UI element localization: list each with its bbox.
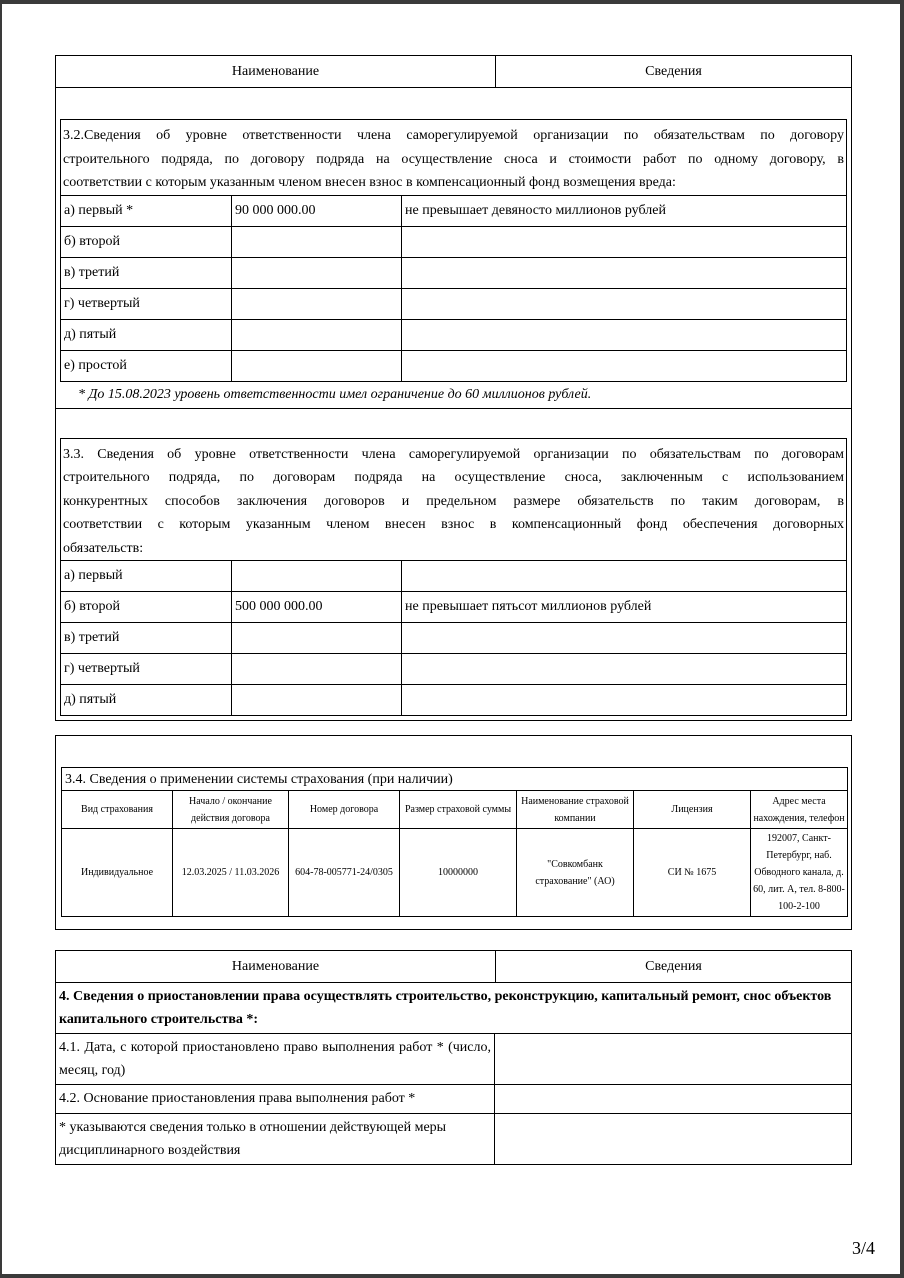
table-row: а) первый bbox=[61, 561, 847, 592]
table-header-2 bbox=[56, 951, 851, 982]
insurance-table bbox=[61, 767, 848, 917]
section-3-3-levels bbox=[60, 560, 847, 716]
table-row: а) первый * 90 000 000.00 не превышает девяносто миллионов рублей bbox=[61, 195, 847, 226]
table-row: б) второй 500 000 000.00 не превышает пятьсот миллионов рублей bbox=[61, 592, 847, 623]
table-header bbox=[56, 56, 851, 87]
document-page bbox=[2, 4, 900, 1274]
table-row: г) четвертый bbox=[61, 654, 847, 685]
table-row: д) пятый bbox=[61, 685, 847, 716]
section-4-1-label: 4.1. Дата, с которой приостановлено право выполнения работ * (число, месяц, год) bbox=[56, 1034, 495, 1085]
table-row: д) пятый bbox=[61, 319, 847, 350]
suspension-table-box bbox=[55, 950, 852, 1165]
liability-table-box bbox=[55, 55, 852, 721]
section-3-2-note: * До 15.08.2023 уровень ответственности имел ограничение до 60 миллионов рублей. bbox=[78, 386, 592, 402]
insurance-header-row: Вид страхования Начало / окончание действия договора Номер договора Размер страховой суммы Наименование страховой компании Лицензия Адрес места нахождения, телефон bbox=[62, 791, 848, 829]
table-row: г) четвертый bbox=[61, 288, 847, 319]
section-4-table bbox=[56, 982, 851, 1164]
table-row: в) третий bbox=[61, 623, 847, 654]
section-4-1-value bbox=[495, 1034, 852, 1085]
table-row: в) третий bbox=[61, 257, 847, 288]
section-4-note: * указываются сведения только в отношении действующей меры дисциплинарного воздействия bbox=[56, 1114, 495, 1165]
section-4-2-label: 4.2. Основание приостановления права выполнения работ * bbox=[56, 1085, 495, 1114]
header-name: Наименование bbox=[56, 56, 496, 87]
header-info-2: Сведения bbox=[645, 958, 702, 974]
table-row: е) простой bbox=[61, 350, 847, 381]
insurance-title: 3.4. Сведения о применении системы страхования (при наличии) bbox=[62, 768, 848, 791]
section-4-2-value bbox=[495, 1085, 852, 1114]
insurance-data-row: Индивидуальное 12.03.2025 / 11.03.2026 604-78-005771-24/0305 10000000 "Совкомбанк страхование" (АО) СИ № 1675 192007, Санкт-Петербург, наб. Обводного канала, д. 60, лит. А, тел. 8-800-100-2-100 bbox=[62, 829, 848, 917]
section-3-2-text: 3.2.Сведения об уровне ответственности члена саморегулируемой организации по обязательствам по договору строительного подряда, по договору подряда на осуществление сноса и стоимости работ по одному договору, в соответствии с которым указанным членом внесен взнос в компенсационный фонд возмещения вреда: bbox=[63, 128, 844, 190]
header-info: Сведения bbox=[645, 63, 702, 79]
section-3-2 bbox=[56, 87, 851, 409]
table-row: б) второй bbox=[61, 226, 847, 257]
section-3-3-text: 3.3. Сведения об уровне ответственности члена саморегулируемой организации по обязательствам по договорам строительного подряда, по договорам подряда на осуществление сноса, заключенным с использованием конкурентных способов заключения договоров и предельном размере обязательств по таким договорам, в соответствии с которым указанным членом внесен взнос в компенсационный фонд обеспечения договорных обязательств: bbox=[63, 446, 844, 556]
page-number: 3/4 bbox=[851, 1238, 875, 1258]
header-name-2: Наименование bbox=[56, 951, 496, 982]
insurance-box bbox=[55, 735, 852, 930]
section-3-2-levels bbox=[60, 195, 847, 382]
section-3-3 bbox=[56, 409, 851, 717]
section-4-title: 4. Сведения о приостановлении права осуществлять строительство, реконструкцию, капитальный ремонт, снос объектов капитального строительства *: bbox=[56, 983, 851, 1034]
